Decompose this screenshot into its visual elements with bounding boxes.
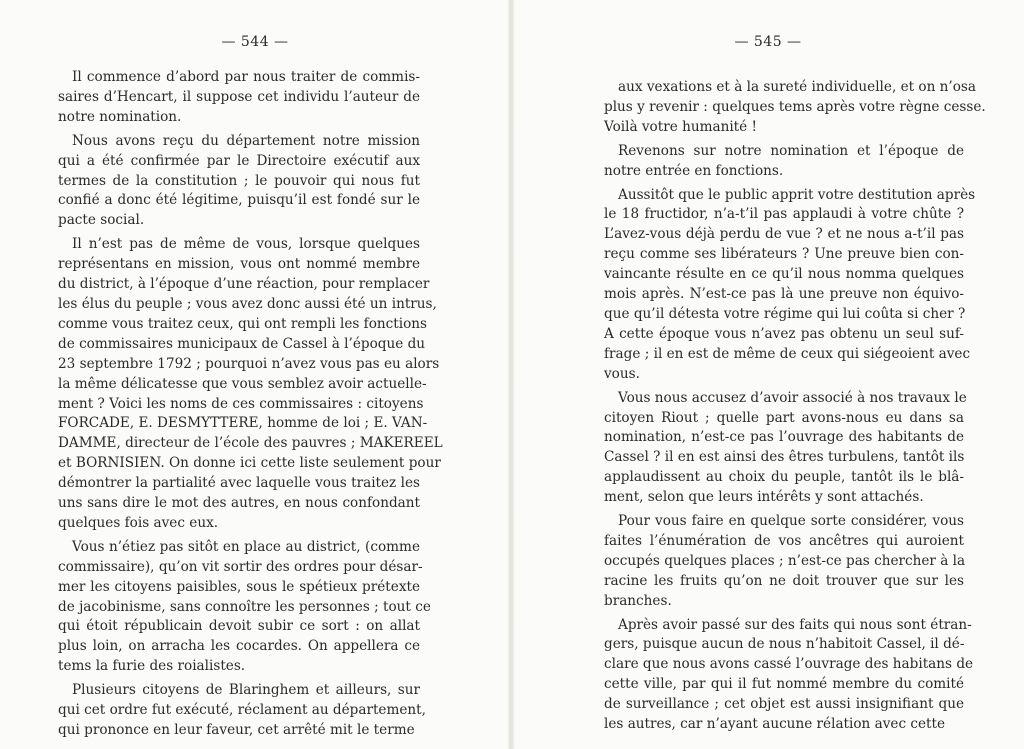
text-line: gers, puisque aucun de nous n’habitoit Cassel, il dé-	[604, 636, 965, 653]
text-line: termes de la constitution ; le pouvoir qui nous fut	[58, 172, 420, 189]
text-line: clare que nous avons cassé l’ouvrage des habitans de	[604, 656, 974, 673]
text-line: pacte social.	[58, 212, 145, 229]
text-line: vous.	[604, 365, 640, 382]
text-line: qui a été confirmée par le Directoire exécutif aux	[58, 152, 420, 169]
text-line: saires d’Hencart, il suppose cet individu l’auteur de	[58, 88, 420, 105]
paragraph	[58, 235, 443, 534]
text-line: commissaire), qu’on vit sortir des ordres pour désar-	[58, 558, 423, 575]
text-line: reçu comme ses libérateurs ? Une preuve bien con-	[604, 246, 964, 263]
text-line: occupés quelques places ; n’est-ce pas chercher à la	[604, 552, 966, 569]
text-line: Plusieurs citoyens de Blaringhem et ailleurs, sur	[72, 682, 420, 699]
page-number-left: — 544 —	[221, 34, 289, 50]
paragraph	[58, 132, 420, 232]
text-line: la même délicatesse que vous semblez avoir actuelle-	[58, 375, 427, 392]
text-line: Il n’est pas de même de vous, lorsque quelques	[72, 236, 420, 253]
text-line: quelques fois avec eux.	[58, 514, 219, 531]
text-line: cette ville, par qui il fut nommé membre du comité	[604, 676, 964, 693]
text-line: Cassel ? il en est ainsi des êtres turbulens, tantôt ils	[604, 449, 965, 466]
text-line: du district, à l’époque d’une réaction, pour remplacer	[58, 276, 430, 293]
text-line: Voilà votre humanité !	[604, 118, 757, 135]
text-line: de jacobinisme, sans connoître les personnes ; tout ce	[58, 598, 431, 615]
text-line: représentans en mission, vous ont nommé membre	[58, 256, 420, 273]
paragraph	[58, 68, 420, 128]
text-line: tems la furie des roialistes.	[58, 658, 246, 675]
paragraph	[604, 186, 976, 385]
text-line: qui étoit républicain devoit subir ce sort : on allat	[58, 618, 420, 635]
paragraph	[604, 142, 964, 182]
text-line: 23 septembre 1792 ; pourquoi n’avez vous pas eu alors	[58, 355, 440, 372]
text-line: confié a donc été légitime, puisqu’il est fondé sur le	[58, 192, 420, 209]
page-number-right: — 545 —	[734, 34, 802, 50]
left-page-text	[58, 68, 443, 741]
text-line: DAMME, directeur de l’école des pauvres ; MAKEREEL	[58, 435, 443, 452]
text-line: racine les fruits qu’on ne doit trouver que sur les	[604, 572, 964, 589]
text-line: Aussitôt que le public apprit votre destitution après	[618, 186, 976, 203]
paragraph	[58, 538, 431, 677]
text-line: Pour vous faire en quelque sorte considérer, vous	[618, 513, 964, 530]
text-line: qui prononce en leur faveur, cet arrêté mit le terme	[58, 722, 415, 738]
text-line: le 18 fructidor, n’a-t’il pas applaudi à votre chûte ?	[604, 206, 964, 223]
text-line: aux vexations et à la sureté individuelle, et on n’osa	[618, 79, 977, 95]
text-line: de surveillance ; cet objet est aussi insignifiant que	[604, 696, 964, 713]
text-line: notre nomination.	[58, 108, 182, 125]
text-line: branches.	[604, 592, 672, 609]
text-line: FORCADE, E. DESMYTTERE, homme de loi ; E. VAN-	[58, 415, 428, 432]
text-line: les autres, car n’ayant aucune rélation avec cette	[604, 716, 946, 733]
text-line: plus loin, on arracha les cocardes. On appellera ce	[58, 638, 420, 655]
text-line: Il commence d’abord par nous traiter de commis-	[72, 69, 420, 85]
text-line: frage ; il en est de même de ceux qui siégeoient avec	[604, 345, 971, 362]
text-line: Vous nous accusez d’avoir associé à nos travaux le	[618, 389, 967, 406]
paragraph	[604, 389, 967, 508]
text-line: uns sans dire le mot des autres, en nous confondant	[58, 495, 420, 512]
text-line: vaincante résulte en ce qu’il nous nomma quelques	[604, 266, 964, 283]
right-page	[512, 0, 1024, 749]
text-line: ment ? Voici les noms de ces commissaires : citoyens	[58, 395, 424, 412]
text-line: comme vous traitez ceux, qui ont rempli les fonctions	[58, 315, 427, 332]
text-line: mer les citoyens paisibles, sous le spétieux prétexte	[58, 578, 420, 595]
text-line: nomination, n’est-ce pas l’ouvrage des habitants de	[604, 429, 964, 446]
text-line: les élus du peuple ; vous avez donc aussi été un intrus,	[58, 295, 437, 312]
text-line: Après avoir passé sur des faits qui nous sont étran-	[618, 616, 972, 633]
text-line: et BORNISIEN. On donne ici cette liste seulement pour	[58, 455, 441, 472]
paragraph	[604, 512, 964, 612]
text-line: démontrer la partialité avec laquelle vous traitez les	[58, 475, 420, 492]
text-line: applaudissent au choix du peuple, tantôt ils le blâ-	[604, 469, 964, 486]
text-line: plus y revenir : quelques tems après votre règne cesse.	[604, 98, 986, 115]
paragraph	[604, 78, 986, 138]
text-line: ment, selon que leurs intérêts y sont attachés.	[604, 489, 924, 506]
text-line: mois après. N’est-ce pas là une preuve non équivo-	[604, 286, 964, 303]
text-line: qui cet ordre fut exécuté, réclament au département,	[58, 702, 426, 719]
text-line: Vous n’étiez pas sitôt en place au district, (comme	[72, 538, 420, 555]
text-line: Revenons sur notre nomination et l’époque de	[618, 142, 964, 159]
text-line: A cette époque vous n’avez pas obtenu un seul suf-	[604, 325, 964, 342]
text-line: Nous avons reçu du département notre mission	[72, 132, 420, 149]
paragraph	[604, 616, 974, 735]
text-line: de commissaires municipaux de Cassel à l’époque du	[58, 335, 426, 352]
paragraph	[58, 681, 426, 741]
text-line: que qu’il détesta votre régime qui lui coûta si cher ?	[604, 305, 966, 322]
text-line: L’avez-vous déjà perdu de vue ? et ne nous a-t’il pas	[604, 226, 964, 243]
text-line: notre entrée en fonctions.	[604, 162, 784, 179]
text-line: citoyen Riout ; quelle part avons-nous eu dans sa	[604, 409, 964, 426]
left-page	[0, 0, 510, 749]
text-line: faites l’énumération de vos ancêtres qui auroient	[604, 532, 964, 549]
right-page-text	[604, 78, 986, 735]
